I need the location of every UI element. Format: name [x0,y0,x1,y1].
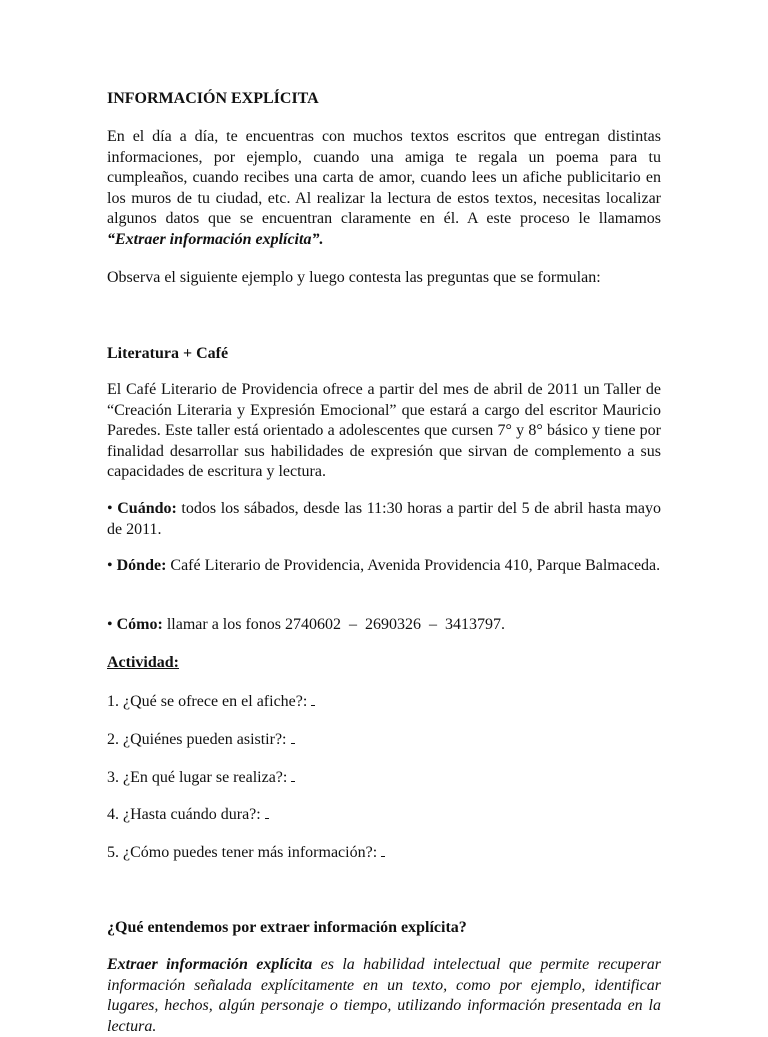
question-item [107,691,661,713]
bullet-marker: • [107,500,113,517]
question-item [107,729,661,751]
intro-paragraph [107,127,661,250]
activity-heading: Actividad: [107,654,179,671]
question-text: 2. ¿Quiénes pueden asistir?: [107,731,287,748]
question-text: 5. ¿Cómo puedes tener más información?: [107,844,378,861]
question-text: 1. ¿Qué se ofrece en el afiche?: [107,693,308,710]
definition-paragraph [107,955,661,1037]
bullet-text: Café Literario de Providencia, Avenida Providencia 410, Parque Balmaceda. [166,557,661,574]
answer-blank[interactable] [291,729,295,744]
answer-blank[interactable] [265,804,269,819]
question-item [107,767,661,789]
instruction-text: Observa el siguiente ejemplo y luego contesta las preguntas que se formulan: [107,269,601,286]
ad-bullet-where [107,556,661,577]
bullet-marker: • [107,557,113,574]
bullet-text: todos los sábados, desde las 11:30 horas a partir del 5 de abril hasta mayo de 2011. [107,500,661,538]
question-text: 3. ¿En qué lugar se realiza?: [107,769,288,786]
question-text: 4. ¿Hasta cuándo dura?: [107,806,261,823]
ad-body: El Café Literario de Providencia ofrece a partir del mes de abril de 2011 un Taller de “Creación Literaria y Expresión Emocional” que estará a cargo del escritor Mauricio Paredes. Este taller está orientado a adolescentes que cursen 7° y 8° básico y tiene por finalidad desarrollar sus habilidades de expresión que sirvan de complemento a sus capacidades de escritura y lectura. [107,381,661,480]
ad-heading: Literatura + Café [107,345,229,362]
bullet-label: Dónde: [116,557,167,574]
bullet-label: Cuándo: [117,500,177,517]
bullet-text: llamar a los fonos 2740602 – 2690326 – 3413797. [162,616,506,633]
definition-heading: ¿Qué entendemos por extraer información explícita? [107,919,467,936]
answer-blank[interactable] [381,842,385,857]
bullet-label: Cómo: [116,616,163,633]
question-item [107,842,661,864]
ad-bullet-how [107,615,661,636]
document-page [107,0,661,1035]
bullet-marker: • [107,616,113,633]
intro-emphasis: “Extraer información explícita”. [107,230,324,248]
definition-text: es la habilidad intelectual que permite recuperar información señalada explícitamente en un texto, como por ejemplo, identificar lugares, hechos, algún personaje o tiempo, utilizando información presentada en la lectura. [107,956,661,1035]
document-title: INFORMACIÓN EXPLÍCITA [107,90,319,107]
definition-term: Extraer información explícita [107,956,313,973]
question-item [107,804,661,826]
intro-text: En el día a día, te encuentras con muchos textos escritos que entregan distintas informaciones, por ejemplo, cuando una amiga te regala un poema para tu cumpleaños, cuando recibes una carta de amor, cuando lees un afiche publicitario en los muros de tu ciudad, etc. Al realizar la lectura de estos textos, necesitas localizar algunos datos que se encuentran claramente en él. A este proceso le llamamos [107,128,661,227]
answer-blank[interactable] [291,767,295,782]
ad-bullet-when [107,499,661,540]
answer-blank[interactable] [311,691,315,706]
